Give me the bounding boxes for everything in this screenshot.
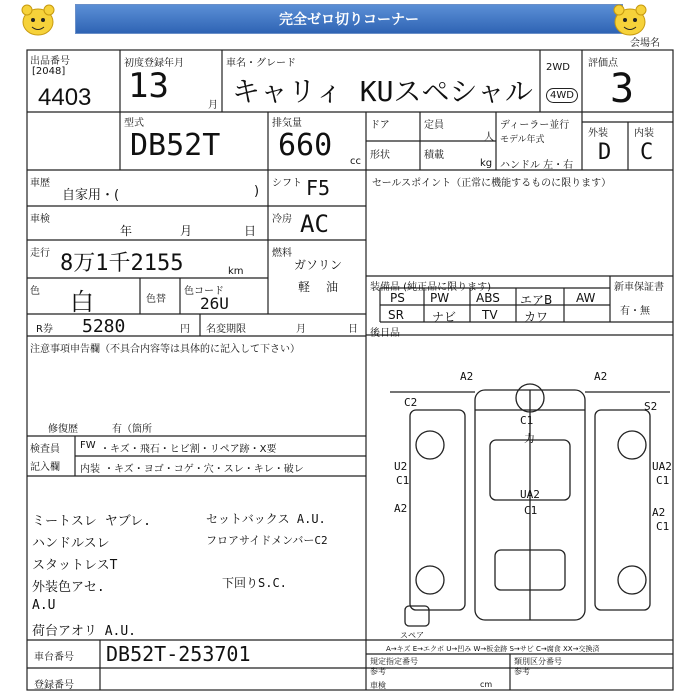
mark-u2: U2 — [394, 460, 408, 473]
spare-label: スペア — [400, 631, 424, 640]
hw-note-2: ハンドルスレ — [32, 536, 110, 551]
color-label: 色 — [30, 286, 40, 297]
ext-value: D — [598, 140, 612, 165]
equip-leather: カワ — [524, 310, 549, 324]
banner-title: 完全ゼロ切りコーナー — [75, 4, 623, 34]
name-change-label: 名変期限 — [206, 324, 246, 335]
mark-a2-right: A2 — [594, 370, 608, 383]
inspection-day: 日 — [244, 224, 257, 238]
mark-ua2-right: UA2 — [652, 460, 672, 473]
mark-c1-right: C1 — [656, 474, 670, 487]
car-name-label: 車名・グレード — [226, 58, 296, 69]
chassis-value: DB52T-253701 — [106, 642, 251, 666]
shift-label: シフト — [272, 178, 302, 189]
hw-note-right-3: 下回りS.C. — [222, 576, 287, 590]
lot-number: 4403 — [38, 84, 92, 111]
check-fw: FW — [80, 440, 96, 451]
equip-abs: ABS — [476, 291, 500, 305]
hw-note-6: 荷台アオリ A.U. — [32, 624, 137, 639]
recycle-value: 5280 — [82, 316, 126, 337]
equipment-label: 装備品 (純正品に限ります) — [370, 282, 491, 293]
inspection-year: 年 — [120, 224, 133, 238]
warranty-label: 新車保証書 — [614, 282, 664, 293]
table-bottom-4: 車検 — [370, 681, 386, 690]
model-value: DB52T — [130, 128, 221, 163]
shift-value: F5 — [306, 176, 331, 200]
check-int: 内装 — [80, 464, 100, 475]
recycle-label: R券 — [36, 324, 53, 335]
equip-navi: ナビ — [432, 310, 457, 324]
usage-value: 自家用・( — [62, 188, 120, 203]
table-bottom-5: 参考 — [514, 667, 530, 676]
model-label: 型式 — [124, 118, 144, 129]
hw-note-right-2: フロアサイドメンバーC2 — [206, 534, 328, 547]
score-label: 評価点 — [588, 58, 618, 69]
doors-label: ドア — [370, 120, 390, 131]
car-name-value: キャリィ KUスペシャル — [232, 75, 533, 108]
mileage-label: 走行 — [30, 248, 50, 259]
recycle-unit: 円 — [180, 324, 190, 335]
usage-label: 車歴 — [30, 178, 50, 189]
mark-c1-center: C1 — [524, 504, 538, 517]
fuel-diesel-b: 油 — [326, 280, 339, 294]
drive-4wd: 4WD — [546, 88, 578, 103]
mark-a2-left: A2 — [460, 370, 474, 383]
displacement-label: 排気量 — [272, 118, 302, 129]
kg-unit: kg — [480, 158, 493, 169]
equip-aw: AW — [576, 291, 596, 305]
fuel-diesel-a: 軽 — [298, 280, 311, 294]
equip-pw: PW — [430, 291, 450, 305]
displacement-value: 660 — [278, 128, 333, 163]
fuel-label: 燃料 — [272, 248, 292, 259]
equip-sr: SR — [388, 308, 404, 322]
table-bottom-cm: cm — [480, 680, 493, 689]
hw-note-right-1: セットバックス A.U. — [206, 512, 326, 526]
person-unit: 人 — [484, 132, 494, 143]
dealer-label: ディーラー並行 — [500, 120, 570, 131]
color-change-label: 色替 — [146, 294, 166, 305]
mark-s2: S2 — [644, 400, 658, 413]
shape-label: 形状 — [370, 150, 390, 161]
mark-c1-roof: C1 — [520, 414, 534, 427]
inspector-label: 検査員 — [30, 444, 60, 455]
check-fw-items: ・キズ・飛石・ヒビ割・リペア跡・X要 — [100, 444, 277, 455]
mark-ua2-center: UA2 — [520, 488, 540, 501]
score-value: 3 — [610, 66, 635, 112]
warranty-value: 有・無 — [620, 306, 650, 317]
inspection-month: 月 — [180, 224, 193, 238]
ext-label: 外装 — [588, 128, 608, 139]
mileage-value: 8万1千2155 — [60, 251, 184, 276]
name-change-day: 日 — [348, 324, 358, 335]
usage-close: ) — [254, 184, 260, 199]
int-label: 内装 — [634, 128, 654, 139]
damage-legend: A→キズ E→エクボ U→凹み W→板金跡 S→サビ C→腐食 XX→交換済 — [386, 645, 600, 653]
int-value: C — [640, 140, 654, 165]
first-reg-label: 初度登録年月 — [124, 58, 184, 69]
hw-note-5: A.U — [32, 598, 56, 613]
inspection-label: 車検 — [30, 214, 50, 225]
handle-label: ハンドル 左・右 — [500, 160, 574, 171]
ac-value: AC — [300, 210, 329, 238]
sales-point-label: セールスポイント（正常に機能するものに限ります） — [372, 178, 612, 189]
equip-tv: TV — [482, 308, 498, 322]
ac-label: 冷房 — [272, 214, 292, 225]
inspector-entry-label: 記入欄 — [30, 462, 60, 473]
color-code-value: 26U — [200, 294, 229, 313]
check-int-items: ・キズ・ヨゴ・コゲ・穴・スレ・キレ・破レ — [104, 464, 304, 475]
lot-code: [2048] — [32, 66, 66, 77]
first-reg-month-unit: 月 — [208, 100, 218, 111]
first-reg-year: 13 — [128, 66, 169, 106]
mileage-unit: km — [228, 266, 244, 277]
mark-roof-note: 力 — [524, 432, 535, 445]
drive-2wd: 2WD — [546, 62, 570, 73]
hw-note-4: 外装色アセ. — [32, 580, 105, 595]
registration-label: 登録番号 — [34, 680, 74, 691]
lot-label: 出品番号 — [30, 56, 70, 67]
venue-label: 会場名 — [630, 38, 660, 49]
name-change-month: 月 — [296, 324, 306, 335]
equip-airbag: エアB — [520, 293, 553, 307]
load-label: 積載 — [424, 150, 444, 161]
mark-c2: C2 — [404, 396, 418, 409]
capacity-label: 定員 — [424, 120, 444, 131]
repair-label: 修復歴 — [48, 424, 78, 435]
notes-label: 注意事項申告欄（不具合内容等は具体的に記入して下さい） — [30, 344, 300, 355]
post-install-label: 後日品 — [370, 328, 400, 339]
equip-ps: PS — [390, 291, 405, 305]
mark-c1-rightside: C1 — [656, 520, 670, 533]
mark-a2-rightside: A2 — [652, 506, 666, 519]
repair-value: 有（箇所 — [112, 424, 152, 435]
hw-note-3: スタットレスT — [32, 558, 118, 573]
table-bottom-3: 類別区分番号 — [514, 657, 562, 666]
table-bottom-2: 参考 — [370, 667, 386, 676]
mark-a2-side: A2 — [394, 502, 408, 515]
color-value: 白 — [70, 288, 94, 316]
hw-note-1: ミートスレ ヤブレ. — [32, 514, 152, 529]
color-code-label: 色コード — [184, 286, 224, 297]
chassis-label: 車台番号 — [34, 652, 74, 663]
model-year-label: モデル年式 — [500, 135, 545, 145]
mark-c1-left: C1 — [396, 474, 410, 487]
displacement-unit: cc — [350, 156, 361, 167]
table-bottom-1: 規定指定番号 — [370, 657, 418, 666]
fuel-gas: ガソリン — [294, 258, 343, 272]
